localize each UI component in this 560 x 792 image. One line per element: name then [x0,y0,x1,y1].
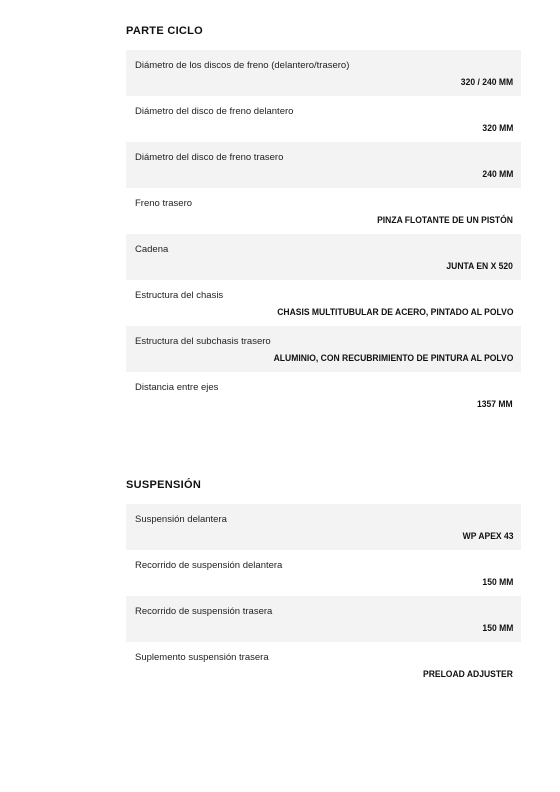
spec-row-front-disc [126,96,521,142]
section-title: SUSPENSIÓN [126,479,202,491]
spec-row-chain [126,234,521,280]
spec-label: Estructura del chasis [135,290,224,301]
spec-row-subframe [126,326,521,372]
spec-label: Recorrido de suspensión trasera [135,606,273,617]
spec-row-frame [126,280,521,326]
spec-label: Distancia entre ejes [135,382,219,393]
spec-list [126,504,521,688]
spec-row-wheelbase [126,372,521,418]
section-suspension [126,478,521,688]
spec-label: Recorrido de suspensión delantera [135,560,283,571]
spec-row-front-suspension [126,504,521,550]
spec-value: 320 / 240 MM [460,77,513,88]
spec-label: Suspensión delantera [135,514,227,525]
spec-label: Freno trasero [135,198,193,209]
spec-label: Diámetro del disco de freno delantero [135,106,294,117]
spec-value: WP APEX 43 [462,531,513,542]
spec-label: Cadena [135,244,169,255]
spec-value: CHASIS MULTITUBULAR DE ACERO, PINTADO AL POLVO [276,307,513,318]
spec-value: 1357 MM [477,399,513,410]
spec-value: PINZA FLOTANTE DE UN PISTÓN [377,215,513,226]
spec-row-front-travel [126,550,521,596]
spec-value: 150 MM [482,577,513,588]
spec-value: PRELOAD ADJUSTER [423,669,513,680]
section-parte-ciclo [126,24,521,418]
spec-row-brake-discs [126,50,521,96]
spec-label: Estructura del subchasis trasero [135,336,271,347]
spec-value: ALUMINIO, CON RECUBRIMIENTO DE PINTURA AL POLVO [273,353,513,364]
spec-value: 150 MM [482,623,513,634]
section-title: PARTE CICLO [126,25,204,37]
spec-row-rear-travel [126,596,521,642]
spec-row-rear-preload [126,642,521,688]
spec-row-rear-brake [126,188,521,234]
spec-list [126,50,521,418]
spec-value: JUNTA EN X 520 [446,261,513,272]
spec-label: Diámetro de los discos de freno (delantero/trasero) [135,60,350,71]
spec-label: Diámetro del disco de freno trasero [135,152,284,163]
spec-value: 240 MM [482,169,513,180]
spec-row-rear-disc [126,142,521,188]
spec-label: Suplemento suspensión trasera [135,652,269,663]
spec-value: 320 MM [482,123,513,134]
